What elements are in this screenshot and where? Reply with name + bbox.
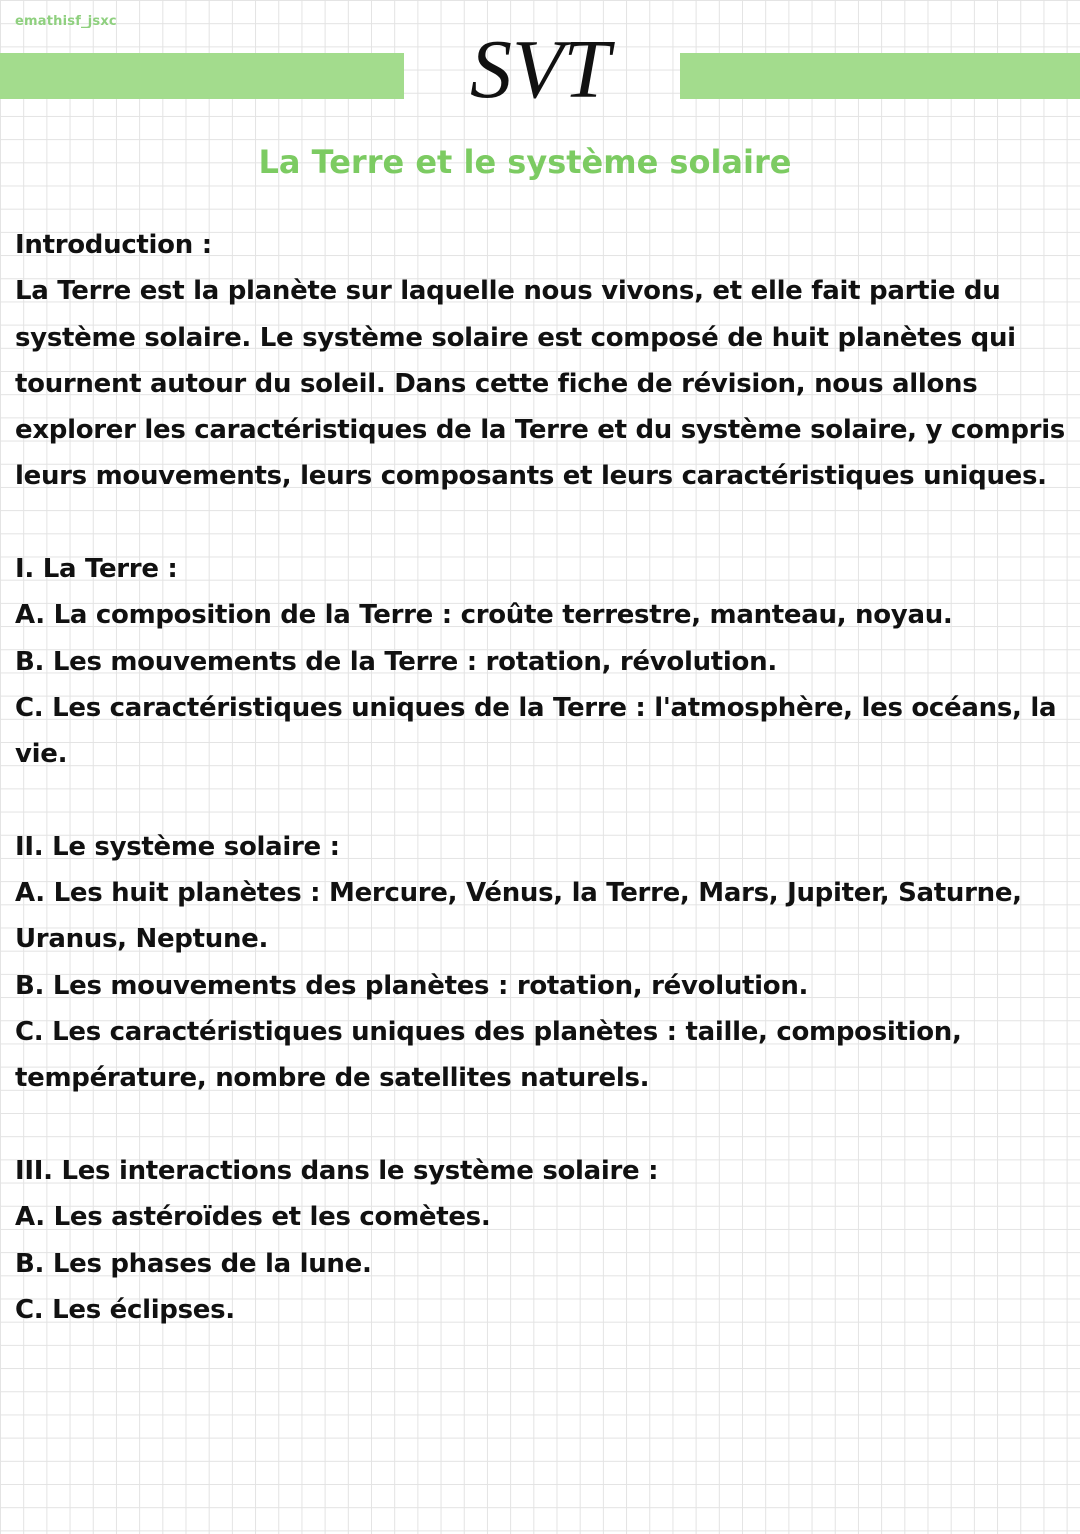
introduction-text: La Terre est la planète sur laquelle nous vivons, et elle fait partie du système solaire. Le système solaire est composé de huit planètes qui tournent autour du soleil. Dans cette fiche de révision, nous allons explorer les caractéristiques de la Terre et du système solaire, y compris leurs mouvements, leurs composants et leurs caractéristiques uniques.	[15, 276, 1065, 492]
section-heading: III. Les interactions dans le système solaire :	[15, 1155, 659, 1186]
section-item: B. Les phases de la lune.	[15, 1248, 372, 1279]
document-body	[15, 222, 1075, 1333]
section-item: A. Les astéroïdes et les comètes.	[15, 1202, 491, 1233]
section-item: B. Les mouvements des planètes : rotation, révolution.	[15, 970, 809, 1001]
section-item: C. Les caractéristiques uniques des planètes : taille, composition, température, nombre de satellites naturels.	[15, 1017, 962, 1094]
spacer	[15, 500, 1075, 546]
section-item: A. Les huit planètes : Mercure, Vénus, la Terre, Mars, Jupiter, Saturne, Uranus, Neptune.	[15, 878, 1022, 955]
section-item: C. Les éclipses.	[15, 1294, 235, 1325]
section-heading: II. Le système solaire :	[15, 831, 340, 862]
introduction-heading: Introduction :	[15, 230, 212, 260]
spacer	[15, 1102, 1075, 1148]
author-watermark: emathisf_jsxc	[15, 14, 117, 29]
section-heading: I. La Terre :	[15, 554, 178, 585]
section-item: A. La composition de la Terre : croûte terrestre, manteau, noyau.	[15, 600, 953, 631]
section-item: C. Les caractéristiques uniques de la Terre : l'atmosphère, les océans, la vie.	[15, 692, 1057, 770]
page-subtitle: La Terre et le système solaire	[258, 143, 792, 181]
page-title: SVT	[469, 23, 611, 116]
spacer	[15, 778, 1075, 824]
section-item: B. Les mouvements de la Terre : rotation, révolution.	[15, 646, 777, 677]
